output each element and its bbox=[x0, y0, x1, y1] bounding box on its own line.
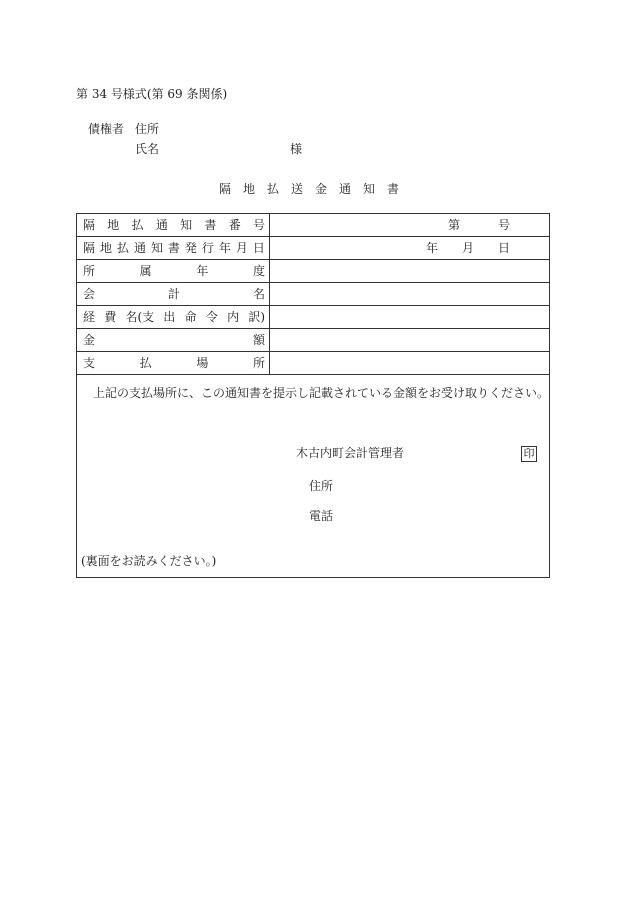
row-label-char: 地 bbox=[107, 218, 120, 232]
row-label-char: 属 bbox=[139, 264, 152, 278]
row-label-char: 隔 bbox=[83, 218, 96, 232]
row-label-fiscal-year bbox=[77, 260, 270, 283]
payment-place-field bbox=[270, 352, 550, 375]
row-label-char: 金 bbox=[83, 333, 96, 347]
row-label-char: 番 bbox=[228, 218, 241, 232]
table-row bbox=[77, 352, 550, 375]
row-label-char: 経 bbox=[83, 310, 96, 324]
row-label-char: 年 bbox=[196, 264, 209, 278]
seal-mark: 印 bbox=[521, 446, 537, 462]
row-label-char: 通 bbox=[133, 241, 146, 255]
row-label-char: 計 bbox=[167, 287, 180, 301]
row-label-char: 通 bbox=[155, 218, 168, 232]
form-number: 第 34 号様式(第 69 条関係) bbox=[76, 87, 228, 101]
row-label-char: 年 bbox=[218, 241, 231, 255]
account-name-field bbox=[270, 283, 550, 306]
row-label-char: 払 bbox=[116, 241, 129, 255]
table-row bbox=[77, 329, 550, 352]
row-label-char: 行 bbox=[201, 241, 214, 255]
name-label: 氏名 bbox=[135, 142, 160, 156]
row-label-char: 名(支 bbox=[125, 310, 155, 324]
table-row bbox=[77, 260, 550, 283]
table-row bbox=[77, 237, 550, 260]
table-row bbox=[77, 375, 550, 578]
row-label-char: 費 bbox=[104, 310, 117, 324]
row-label-char: 月 bbox=[235, 241, 248, 255]
issuer-phone-label: 電話 bbox=[309, 509, 334, 523]
row-label-char: 令 bbox=[205, 310, 218, 324]
notice-form-table bbox=[76, 213, 550, 578]
honorific: 様 bbox=[290, 142, 303, 156]
notice-number-suffix: 号 bbox=[498, 218, 511, 232]
row-label-char: 書 bbox=[204, 218, 217, 232]
issue-day: 日 bbox=[498, 241, 511, 255]
row-label-char: 訳) bbox=[248, 310, 265, 324]
row-label-char: 会 bbox=[83, 287, 96, 301]
row-label-char: 知 bbox=[180, 218, 193, 232]
row-label-char: 発 bbox=[184, 241, 197, 255]
creditor-label: 債権者 bbox=[88, 122, 125, 136]
row-label-char: 所 bbox=[252, 356, 265, 370]
row-label-issue-date bbox=[77, 237, 270, 260]
row-label-char: 隔 bbox=[83, 241, 96, 255]
address-label: 住所 bbox=[135, 122, 160, 136]
row-label-char: 内 bbox=[227, 310, 240, 324]
document-title: 隔地払送金通知書 bbox=[218, 182, 411, 196]
fiscal-year-field bbox=[270, 260, 550, 283]
row-label-char: 出 bbox=[163, 310, 176, 324]
issuer-name: 木古内町会計管理者 bbox=[296, 446, 405, 460]
row-label-char: 所 bbox=[83, 264, 96, 278]
issue-date-field bbox=[270, 237, 550, 260]
table-row bbox=[77, 283, 550, 306]
notice-section bbox=[77, 375, 550, 578]
row-label-payment-place bbox=[77, 352, 270, 375]
issuer-address-label: 住所 bbox=[309, 479, 334, 493]
row-label-account-name bbox=[77, 283, 270, 306]
expense-name-field bbox=[270, 306, 550, 329]
table-row bbox=[77, 306, 550, 329]
notice-message: 上記の支払場所に、この通知書を提示し記載されている金額をお受け取りください。 bbox=[93, 386, 550, 400]
row-label-char: 支 bbox=[83, 356, 96, 370]
row-label-char: 度 bbox=[252, 264, 265, 278]
table-row bbox=[77, 214, 550, 237]
row-label-notice-number bbox=[77, 214, 270, 237]
row-label-amount bbox=[77, 329, 270, 352]
row-label-char: 書 bbox=[167, 241, 180, 255]
amount-field bbox=[270, 329, 550, 352]
row-label-char: 日 bbox=[252, 241, 265, 255]
row-label-char: 場 bbox=[196, 356, 209, 370]
row-label-char: 名 bbox=[252, 287, 265, 301]
row-label-char: 額 bbox=[252, 333, 265, 347]
row-label-char: 払 bbox=[139, 356, 152, 370]
row-label-char: 知 bbox=[150, 241, 163, 255]
notice-footer: (裏面をお読みください。) bbox=[81, 554, 217, 568]
row-label-char: 命 bbox=[184, 310, 197, 324]
notice-number-field bbox=[270, 214, 550, 237]
row-label-char: 地 bbox=[99, 241, 112, 255]
notice-number-prefix: 第 bbox=[448, 218, 461, 232]
issue-year: 年 bbox=[426, 241, 439, 255]
row-label-expense-name bbox=[77, 306, 270, 329]
row-label-char: 払 bbox=[131, 218, 144, 232]
issue-month: 月 bbox=[462, 241, 475, 255]
row-label-char: 号 bbox=[252, 218, 265, 232]
